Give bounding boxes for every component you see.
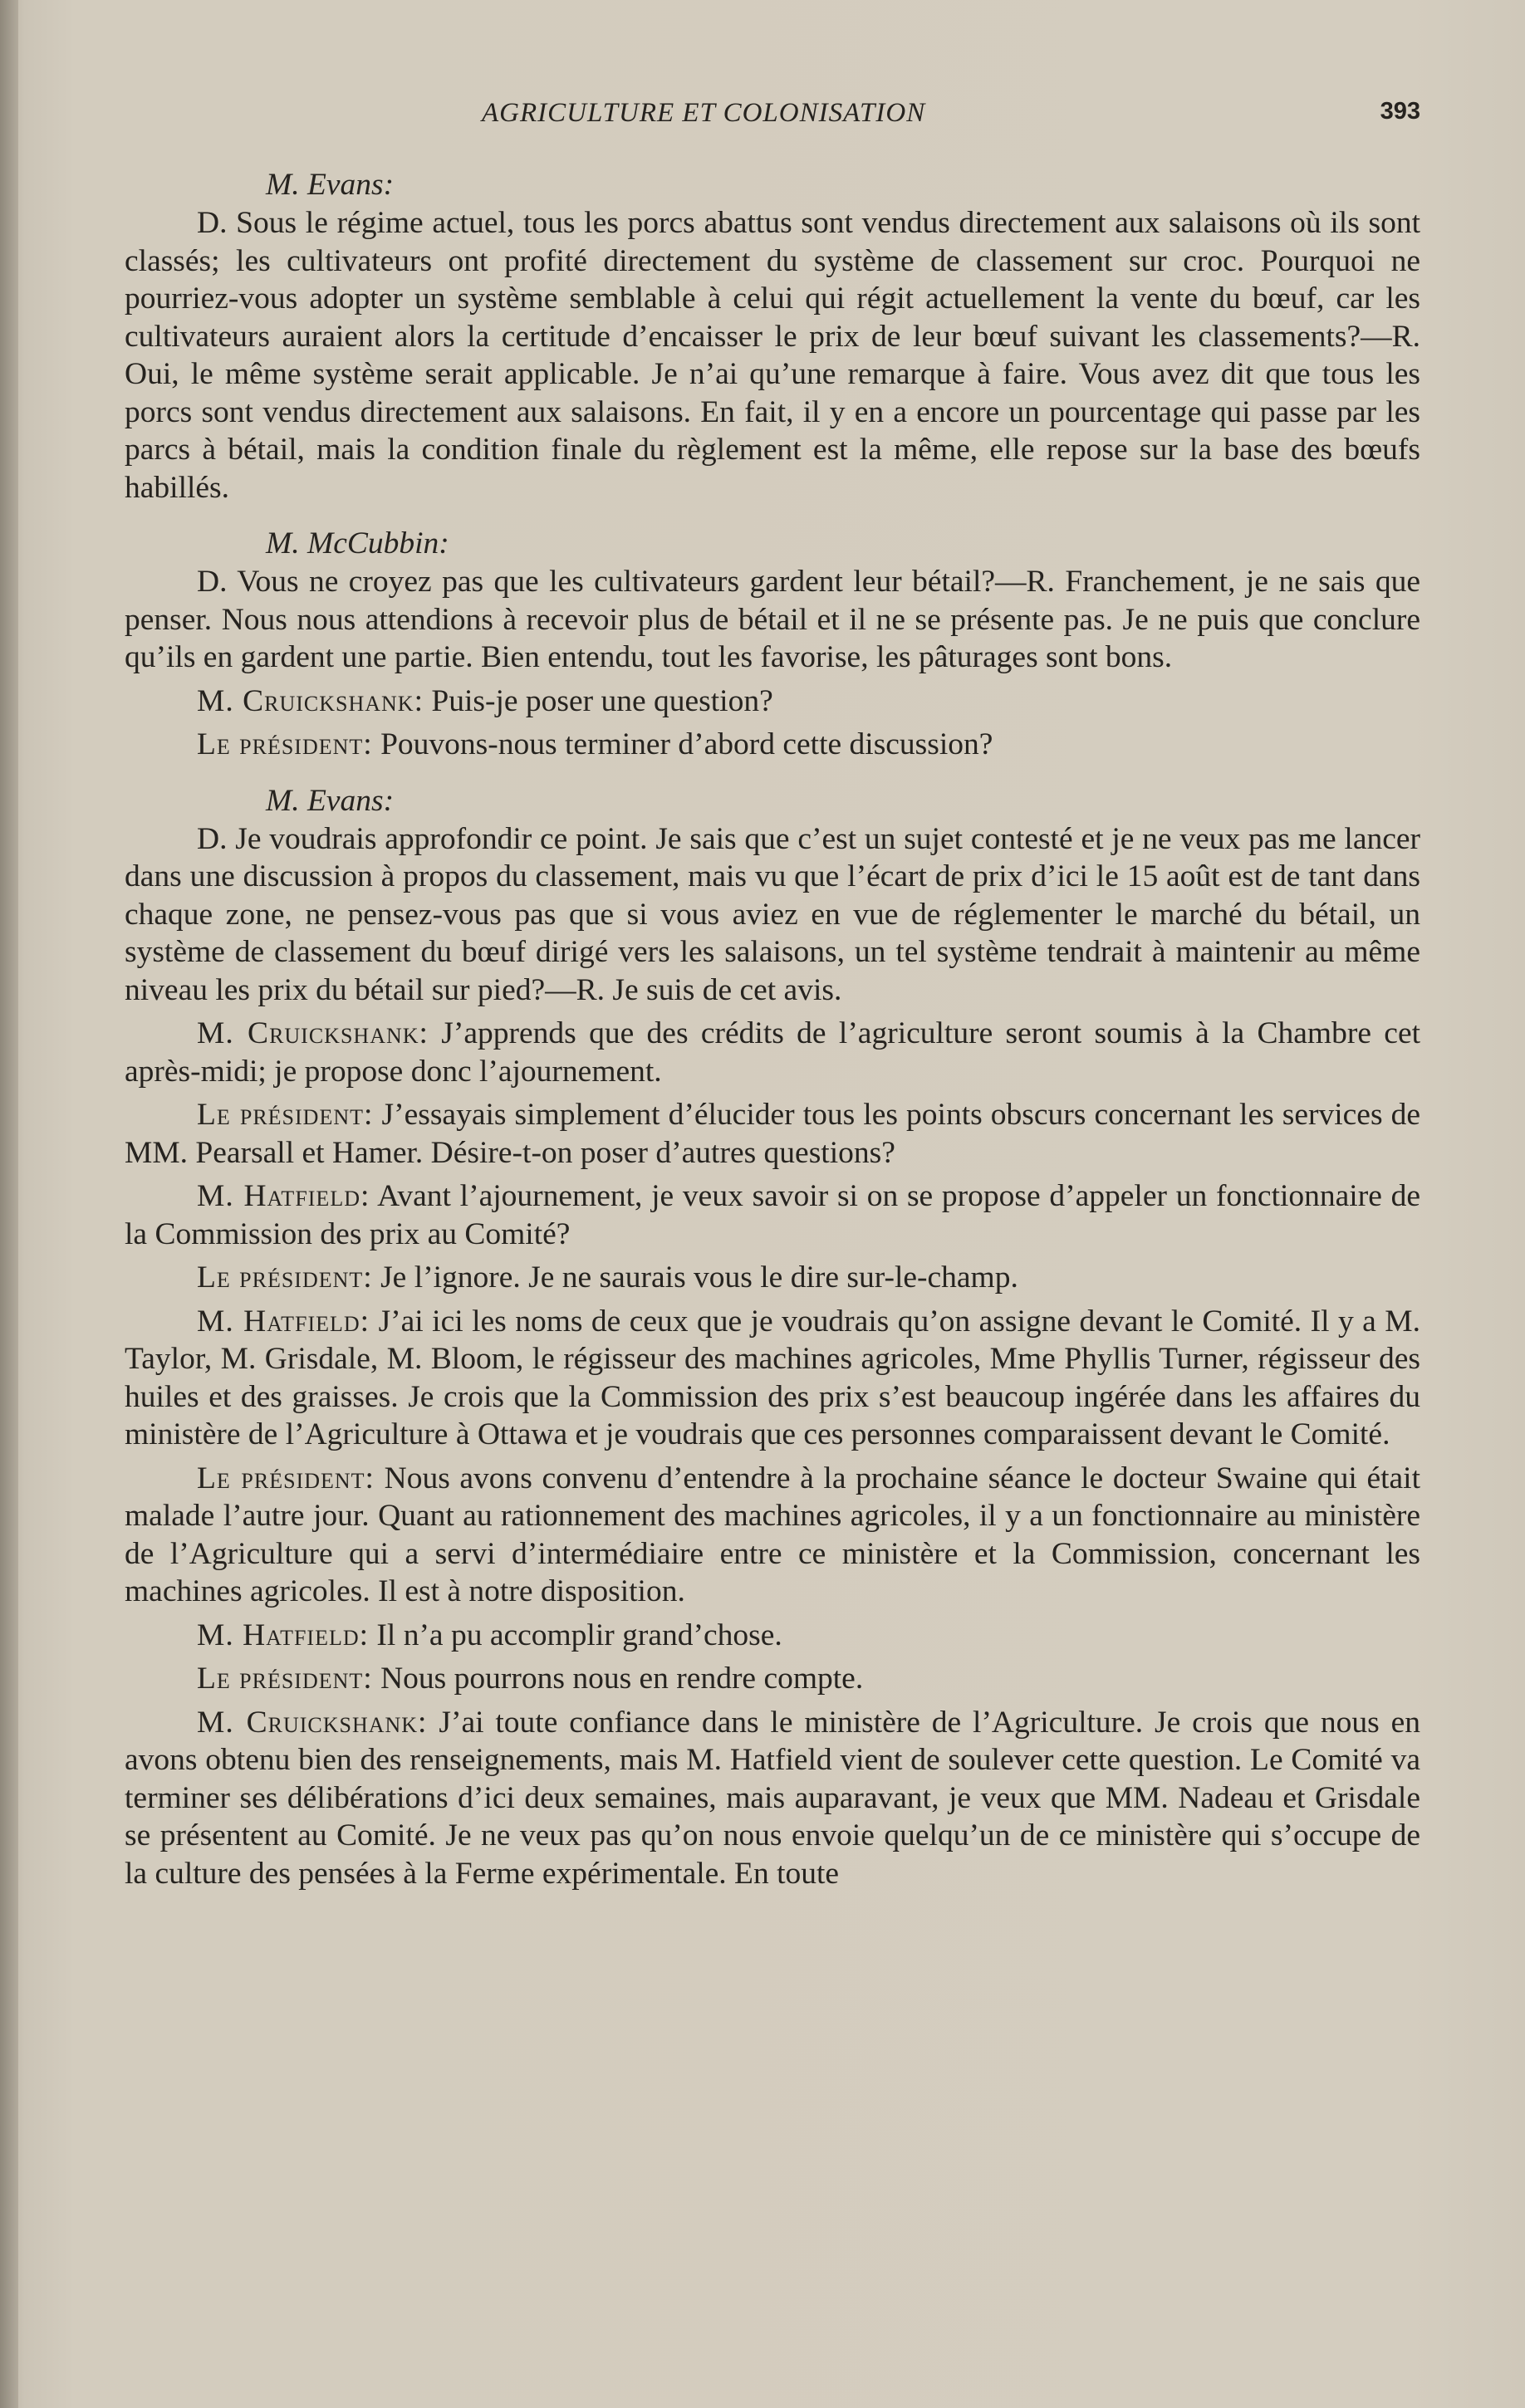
- speaker-heading: M. Evans:: [266, 783, 395, 818]
- paragraph-text: Puis-je poser une question?: [431, 683, 773, 718]
- paragraph-text: Nous pourrons nous en rendre compte.: [380, 1662, 864, 1696]
- statement-paragraph: [125, 1015, 1420, 1090]
- transcript-body: [125, 166, 1420, 1892]
- statement-paragraph: [125, 683, 1420, 721]
- question-answer-paragraph: [125, 820, 1420, 1010]
- speaker-heading: M. McCubbin:: [266, 526, 449, 560]
- paragraph-text: Avant l’ajournement, je veux savoir si on se propose d’appeler un fonctionnaire de la Commission des prix au Comité?: [125, 1179, 1420, 1251]
- speaker-name: M. Hatfield:: [197, 1179, 370, 1213]
- statement-paragraph: [125, 1660, 1420, 1698]
- speaker-name: Le président:: [197, 1098, 374, 1132]
- paragraph-text: J’ai ici les noms de ceux que je voudrais qu’on assigne devant le Comité. Il y a M. Taylor, M. Grisdale, M. Bloom, le régisseur des machines agricoles, Mme Phyllis Turner, régisseur des huiles et des graisses. Je crois que la Commission des prix s’est beaucoup ingérée dans les affaires du ministère de l’Agriculture à Ottawa et je voudrais que ces personnes comparaissent devant le Comité.: [125, 1304, 1420, 1451]
- paragraph-text: Je l’ignore. Je ne saurais vous le dire sur-le-champ.: [380, 1260, 1018, 1295]
- question-answer-paragraph: [125, 204, 1420, 507]
- statement-paragraph: [125, 1096, 1420, 1172]
- statement-paragraph: [125, 1303, 1420, 1454]
- paragraph-text: Pouvons-nous terminer d’abord cette discussion?: [380, 727, 993, 761]
- statement-paragraph: [125, 1259, 1420, 1297]
- statement-paragraph: [125, 1704, 1420, 1893]
- page-header: [482, 98, 1420, 131]
- page-binding-edge: [0, 0, 18, 2408]
- statement-paragraph: [125, 1460, 1420, 1611]
- paragraph-text: J’essayais simplement d’élucider tous les points obscurs concernant les services de MM. Pearsall et Hamer. Désire-t-on poser d’autres questions?: [125, 1098, 1421, 1170]
- speaker-name: M. Cruickshank:: [197, 1016, 429, 1050]
- speaker-name: M. Cruickshank:: [197, 683, 424, 718]
- running-title: AGRICULTURE ET COLONISATION: [482, 98, 926, 128]
- speaker-name: Le président:: [197, 1260, 373, 1295]
- page-number: 393: [1380, 98, 1420, 125]
- paragraph-text: D. Je voudrais approfondir ce point. Je sais que c’est un sujet contesté et je ne veux pas me lancer dans une discussion à propos du classement, mais vu que l’écart de prix d’ici le 15 août est de tant dans chaque zone, ne pensez-vous pas que si vous aviez en vue de réglementer le marché du bétail, un système de classement du bœuf dirigé vers les salaisons, un tel système tendrait à maintenir au même niveau les prix du bétail sur pied?—R. Je suis de cet avis.: [125, 821, 1420, 1007]
- statement-paragraph: [125, 1177, 1420, 1253]
- statement-paragraph: [125, 1617, 1420, 1655]
- speaker-heading: M. Evans:: [266, 168, 395, 202]
- speaker-name: Le président:: [197, 1461, 375, 1495]
- speaker-name: Le président:: [197, 727, 373, 761]
- speaker-name: M. Cruickshank:: [197, 1705, 428, 1740]
- paragraph-text: Nous avons convenu d’entendre à la prochaine séance le docteur Swaine qui était malade l’autre jour. Quant au rationnement des machines agricoles, il y a un fonctionnaire au ministère de l’Agriculture qui a servi d’intermédiaire entre ce ministère et la Commission, concernant les machines agricoles. Il est à notre disposition.: [125, 1461, 1421, 1608]
- speaker-name: Le président:: [197, 1662, 373, 1696]
- statement-paragraph: [125, 726, 1420, 764]
- paragraph-text: D. Sous le régime actuel, tous les porcs abattus sont vendus directement aux salaisons où ils sont classés; les cultivateurs ont profité directement du système de classement sur croc. Pourquoi ne pourriez-vous adopter un système semblable à celui qui régit actuellement la vente du bœuf, car les cultivateurs auraient alors la certitude d’encaisser le prix de leur bœuf suivant les classements?—R. Oui, le même système serait applicable. Je n’ai qu’une remarque à faire. Vous avez dit que tous les porcs sont vendus directement aux salaisons. En fait, il y en a encore un pourcentage qui passe par les parcs à bétail, mais la condition finale du règlement est la même, elle repose sur la base des bœufs habillés.: [125, 206, 1420, 505]
- question-answer-paragraph: [125, 563, 1420, 677]
- speaker-name: M. Hatfield:: [197, 1618, 370, 1652]
- paragraph-text: J’apprends que des crédits de l’agriculture seront soumis à la Chambre cet après-midi; je propose donc l’ajournement.: [125, 1016, 1421, 1089]
- speaker-name: M. Hatfield:: [197, 1304, 370, 1339]
- paragraph-text: D. Vous ne croyez pas que les cultivateurs gardent leur bétail?—R. Franchement, je ne sais que penser. Nous nous attendions à recevoir plus de bétail et il ne se présente pas. Je ne puis que conclure qu’ils en gardent une partie. Bien entendu, tout les favorise, les pâturages sont bons.: [125, 565, 1420, 674]
- paragraph-text: J’ai toute confiance dans le ministère de l’Agriculture. Je crois que nous en avons obtenu bien des renseignements, mais M. Hatfield vient de soulever cette question. Le Comité va terminer ses délibérations d’ici deux semaines, mais auparavant, je veux que MM. Nadeau et Grisdale se présentent au Comité. Je ne veux pas qu’on nous envoie quelqu’un de ce ministère qui s’occupe de la culture des pensées à la Ferme expérimentale. En toute: [125, 1705, 1421, 1891]
- paragraph-text: Il n’a pu accomplir grand’chose.: [376, 1618, 782, 1652]
